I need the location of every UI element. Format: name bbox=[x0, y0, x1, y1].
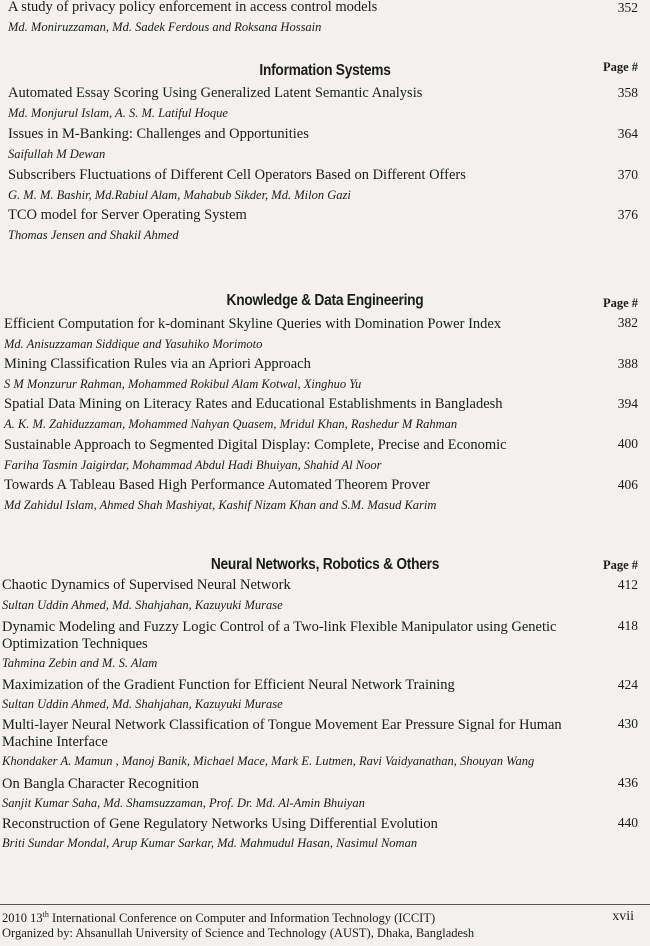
entry-authors: Briti Sundar Mondal, Arup Kumar Sarkar, Md. Mahmudul Hasan, Nasimul Noman bbox=[2, 836, 418, 850]
entry-page-number: 440 bbox=[617, 815, 638, 830]
footer-conference-name: International Conference on Computer and Information Technology (ICCIT) bbox=[48, 911, 436, 926]
entry-title: Sustainable Approach to Segmented Digital Display: Complete, Precise and Economic bbox=[4, 437, 507, 453]
entry-page-number: 436 bbox=[617, 775, 638, 790]
entry-title: Automated Essay Scoring Using Generalized Latent Semantic Analysis bbox=[8, 85, 423, 101]
entry-authors: Thomas Jensen and Shakil Ahmed bbox=[8, 228, 179, 242]
entry-authors: Saifullah M Dewan bbox=[8, 147, 106, 161]
entry-authors: Md. Moniruzzaman, Md. Sadek Ferdous and Roksana Hossain bbox=[8, 20, 322, 34]
entry-title: Chaotic Dynamics of Supervised Neural Network bbox=[2, 577, 291, 593]
entry-page-number: 424 bbox=[617, 677, 638, 692]
entry-authors: Khondaker A. Mamun , Manoj Banik, Michael Mace, Mark E. Lutmen, Ravi Vaidyanathan, Shouyan Wang bbox=[2, 754, 535, 768]
entry-title: Mining Classification Rules via an Apriori Approach bbox=[4, 356, 311, 372]
footer-ordinal-suffix: th bbox=[42, 910, 49, 919]
entry-title: Issues in M-Banking: Challenges and Opportunities bbox=[8, 126, 309, 142]
page-column-label: Page # bbox=[602, 558, 638, 572]
entry-title: Towards A Tableau Based High Performance Automated Theorem Prover bbox=[4, 477, 430, 493]
entry-title: Maximization of the Gradient Function for Efficient Neural Network Training bbox=[2, 677, 455, 693]
entry-page-number: 418 bbox=[617, 618, 638, 633]
entry-page-number: 382 bbox=[617, 315, 638, 330]
entry-page-number: 358 bbox=[617, 85, 638, 100]
entry-authors: Md. Anisuzzaman Siddique and Yasuhiko Morimoto bbox=[4, 337, 263, 351]
entry-page-number: 394 bbox=[617, 396, 638, 411]
entry-authors: Fariha Tasmin Jaigirdar, Mohammad Abdul Hadi Bhuiyan, Shahid Al Noor bbox=[4, 458, 382, 472]
entry-authors: Tahmina Zebin and M. S. Alam bbox=[2, 656, 158, 670]
entry-title: Spatial Data Mining on Literacy Rates and Educational Establishments in Bangladesh bbox=[4, 396, 503, 412]
entry-page-number: 406 bbox=[617, 477, 638, 492]
section-heading-neural-networks-robotics: Neural Networks, Robotics & Others bbox=[210, 556, 440, 573]
entry-title: On Bangla Character Recognition bbox=[2, 776, 199, 792]
section-heading-information-systems: Information Systems bbox=[259, 62, 391, 79]
section-heading-knowledge-data-engineering: Knowledge & Data Engineering bbox=[226, 292, 424, 309]
entry-authors: S M Monzurur Rahman, Mohammed Rokibul Alam Kotwal, Xinghuo Yu bbox=[4, 377, 362, 391]
entry-authors: Md. Monjurul Islam, A. S. M. Latiful Hoque bbox=[8, 106, 228, 120]
entry-page-number: 388 bbox=[617, 356, 638, 371]
entry-page-number: 376 bbox=[617, 207, 638, 222]
entry-title: Subscribers Fluctuations of Different Cell Operators Based on Different Offers bbox=[8, 167, 466, 183]
entry-authors: Sanjit Kumar Saha, Md. Shamsuzzaman, Prof. Dr. Md. Al-Amin Bhuiyan bbox=[2, 796, 365, 810]
entry-title: Efficient Computation for k-dominant Skyline Queries with Domination Power Index bbox=[4, 316, 502, 332]
entry-page-number: 370 bbox=[617, 167, 638, 182]
entry-authors: Sultan Uddin Ahmed, Md. Shahjahan, Kazuyuki Murase bbox=[2, 598, 283, 612]
footer-divider bbox=[0, 904, 650, 905]
page-column-label: Page # bbox=[602, 296, 638, 310]
entry-title: A study of privacy policy enforcement in access control models bbox=[8, 0, 378, 15]
footer-conference-line bbox=[2, 910, 435, 926]
entry-title: Multi-layer Neural Network Classification of Tongue Movement Ear Pressure Signal for Human Machine Interface bbox=[2, 717, 562, 750]
footer-year: 2010 13 bbox=[2, 911, 43, 926]
entry-title: Reconstruction of Gene Regulatory Networks Using Differential Evolution bbox=[2, 816, 438, 832]
entry-page-number: 430 bbox=[617, 716, 638, 731]
entry-authors: Sultan Uddin Ahmed, Md. Shahjahan, Kazuyuki Murase bbox=[2, 697, 283, 711]
entry-page-number: 400 bbox=[617, 436, 638, 451]
entry-page-number: 352 bbox=[617, 0, 638, 15]
page-roman-numeral: xvii bbox=[612, 909, 634, 924]
footer-organizer-line: Organized by: Ahsanullah University of Science and Technology (AUST), Dhaka, Bangladesh bbox=[2, 926, 475, 940]
entry-authors: Md Zahidul Islam, Ahmed Shah Mashiyat, Kashif Nizam Khan and S.M. Masud Karim bbox=[4, 498, 437, 512]
entry-page-number: 364 bbox=[617, 126, 638, 141]
entry-authors: G. M. M. Bashir, Md.Rabiul Alam, Mahabub Sikder, Md. Milon Gazi bbox=[8, 188, 351, 202]
page-column-label: Page # bbox=[602, 60, 638, 74]
entry-page-number: 412 bbox=[617, 577, 638, 592]
entry-authors: A. K. M. Zahiduzzaman, Mohammed Nahyan Quasem, Mridul Khan, Rashedur M Rahman bbox=[4, 417, 458, 431]
entry-title: TCO model for Server Operating System bbox=[8, 207, 247, 223]
entry-title: Dynamic Modeling and Fuzzy Logic Control of a Two-link Flexible Manipulator using Genetic Optimization Techniques bbox=[2, 619, 557, 652]
